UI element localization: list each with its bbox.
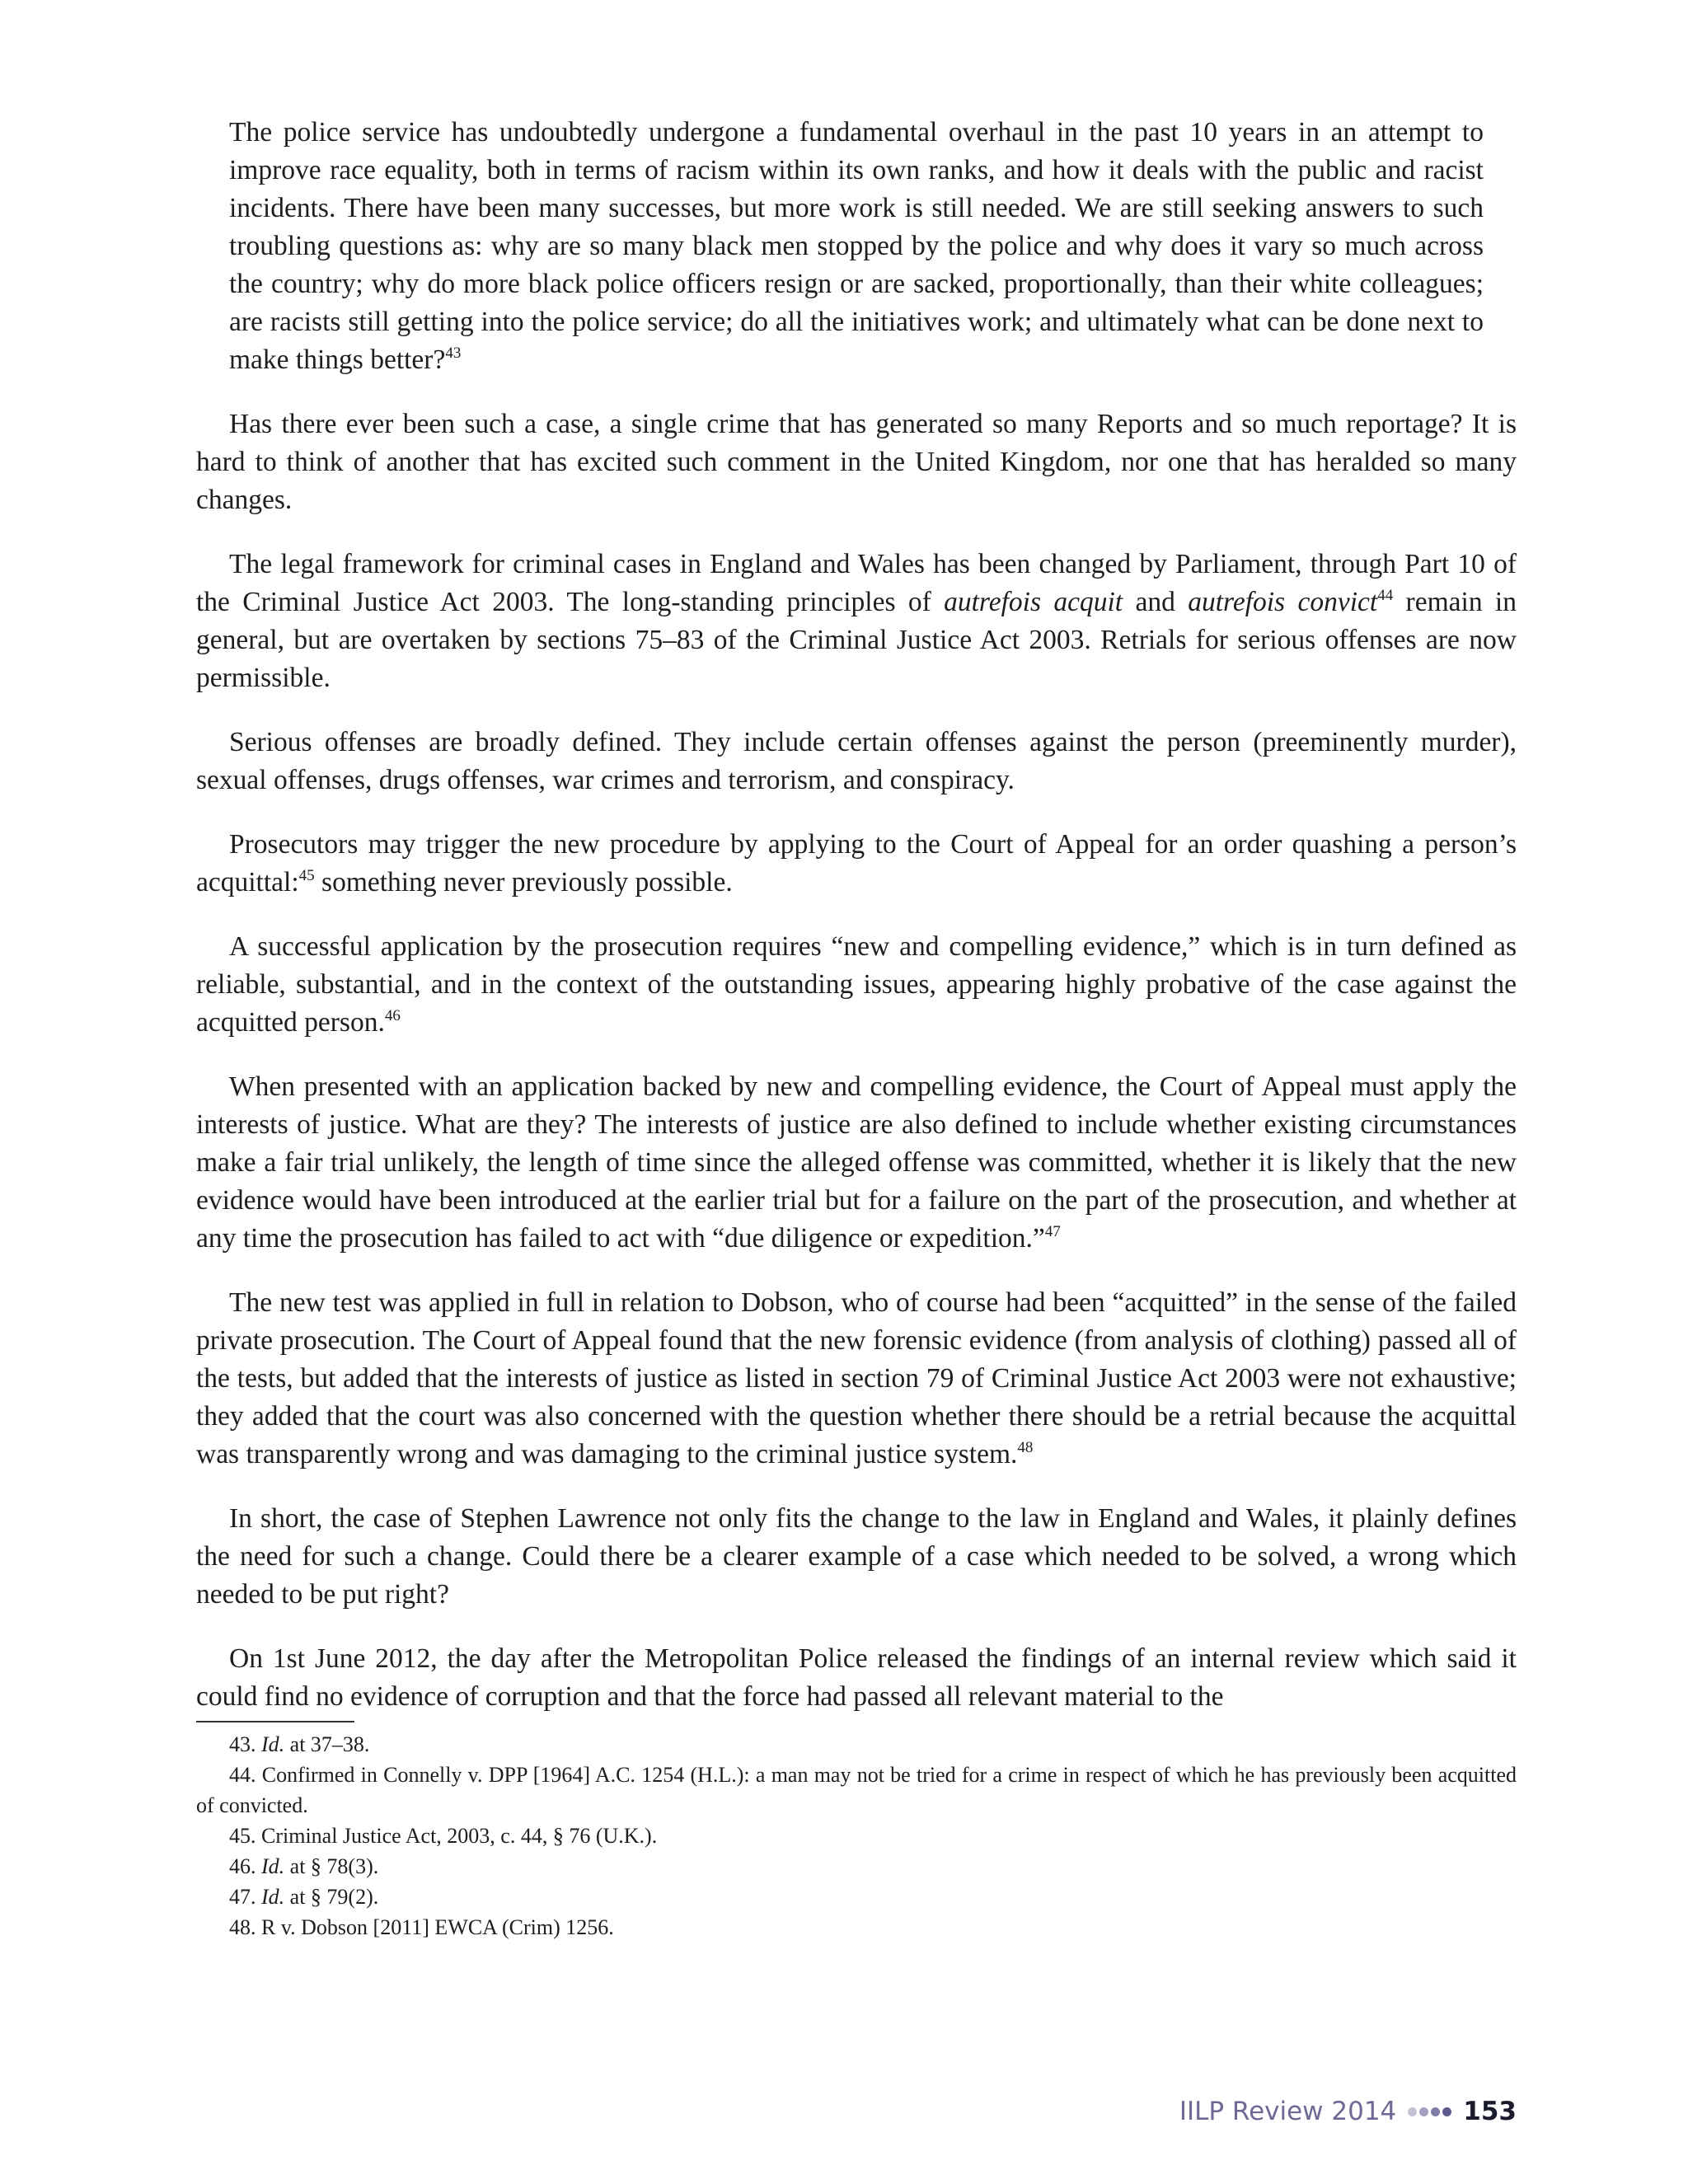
footnote-43-id: Id. xyxy=(261,1732,285,1756)
paragraph-6 xyxy=(196,1068,1517,1258)
paragraph-8: In short, the case of Stephen Lawrence not only fits the change to the law in England and Wales, it plainly defines the need for such a change. Could there be a clearer example of a case which needed to be solved, a wrong which needed to be put right? xyxy=(196,1503,1517,1610)
page-number: 153 xyxy=(1463,2097,1517,2126)
footnote-ref-44[interactable]: 44 xyxy=(1377,587,1394,604)
paragraph-2-text-a: The legal framework for criminal cases in England and Wales has been changed by Parliament, through Part 10 of the Criminal Justice Act 2003. The long-standing principles of xyxy=(196,549,1517,617)
footnote-ref-48[interactable]: 48 xyxy=(1017,1439,1034,1456)
footnote-47-text: at § 79(2). xyxy=(284,1885,379,1909)
footnote-47 xyxy=(196,1882,1517,1912)
footnote-47-number: 47. xyxy=(229,1885,256,1909)
paragraph-7-text: The new test was applied in full in relation to Dobson, who of course had been “acquitted” in the sense of the failed private prosecution. The Court of Appeal found that the new forensic evidence (from analysis of clothing) passed all of the tests, but added that the interests of justice as listed in section 79 of Criminal Justice Act 2003 were not exhaustive; they added that the court was also concerned with the question whether there should be a retrial because the acquittal was transparently wrong and was damaging to the criminal justice system. xyxy=(196,1287,1517,1469)
paragraph-5 xyxy=(196,928,1517,1042)
footnote-46 xyxy=(196,1851,1517,1882)
footnote-46-text: at § 78(3). xyxy=(284,1854,379,1878)
paragraph-4 xyxy=(196,826,1517,902)
footnote-46-id: Id. xyxy=(261,1854,285,1878)
footnote-43 xyxy=(196,1729,1517,1760)
footer-dot-3 xyxy=(1431,2107,1440,2116)
footnote-47-id: Id. xyxy=(261,1885,285,1909)
footnote-45: 45. Criminal Justice Act, 2003, c. 44, § 76 (U.K.). xyxy=(229,1824,658,1848)
footer-dot-2 xyxy=(1419,2107,1428,2116)
footnote-ref-46[interactable]: 46 xyxy=(384,1007,401,1024)
footnote-divider xyxy=(196,1721,354,1722)
paragraph-7 xyxy=(196,1284,1517,1474)
footnote-48: 48. R v. Dobson [2011] EWCA (Crim) 1256. xyxy=(229,1915,614,1939)
footnote-43-text: at 37–38. xyxy=(284,1732,370,1756)
paragraph-2-text-b: and xyxy=(1123,587,1189,617)
paragraph-6-text: When presented with an application backed by new and compelling evidence, the Court of Appeal must apply the interests of justice. What are they? The interests of justice are also defined to include whether existing circumstances make a fair trial unlikely, the length of time since the alleged offense was committed, whether it is likely that the new evidence would have been introduced at the earlier trial but for a failure on the part of the prosecution, and whether at any time the prosecution has failed to act with “due diligence or expedition.” xyxy=(196,1071,1517,1254)
quote-text: The police service has undoubtedly undergone a fundamental overhaul in the past 10 years in an attempt to improve race equality, both in terms of racism within its own ranks, and how it deals with the public and racist incidents. There have been many successes, but more work is still needed. We are still seeking answers to such troubling questions as: why are so many black men stopped by the police and why does it vary so much across the country; why do more black police officers resign or are sacked, proportionally, than their white colleagues; are racists still getting into the police service; do all the initiatives work; and ultimately what can be done next to make things better? xyxy=(229,117,1484,375)
page-content xyxy=(196,114,1517,1943)
footnote-44: 44. Confirmed in Connelly v. DPP [1964] A.C. 1254 (H.L.): a man may not be tried for a crime in respect of which he has previously been acquitted of convicted. xyxy=(196,1763,1517,1817)
footer-dot-4 xyxy=(1442,2107,1451,2116)
footer-dot-1 xyxy=(1408,2107,1417,2116)
footnote-46-number: 46. xyxy=(229,1854,256,1878)
paragraph-9: On 1st June 2012, the day after the Metropolitan Police released the findings of an internal review which said it could find no evidence of corruption and that the force had passed all relevant material to the xyxy=(196,1643,1517,1712)
paragraph-4-text-a: Prosecutors may trigger the new procedure by applying to the Court of Appeal for an order quashing a person’s acquittal: xyxy=(196,829,1517,898)
paragraph-2-text-c: remain in general, but are overtaken by sections 75–83 of the Criminal Justice Act 2003. Retrials for serious offenses are now permissible. xyxy=(196,587,1517,693)
footnote-ref-43[interactable]: 43 xyxy=(445,344,462,362)
block-quote xyxy=(229,114,1484,379)
footnote-ref-47[interactable]: 47 xyxy=(1044,1223,1061,1240)
footnotes xyxy=(196,1729,1517,1943)
term-autrefois-acquit: autrefois acquit xyxy=(944,587,1123,617)
journal-title: IILP Review 2014 xyxy=(1179,2097,1397,2126)
paragraph-3: Serious offenses are broadly defined. They include certain offenses against the person (preeminently murder), sexual offenses, drugs offenses, war crimes and terrorism, and conspiracy. xyxy=(196,727,1517,795)
page-footer xyxy=(1179,2093,1517,2130)
paragraph-5-text: A successful application by the prosecution requires “new and compelling evidence,” which is in turn defined as reliable, substantial, and in the context of the outstanding issues, appearing highly probative of the case against the acquitted person. xyxy=(196,931,1517,1038)
paragraph-1: Has there ever been such a case, a single crime that has generated so many Reports and so much reportage? It is hard to think of another that has excited such comment in the United Kingdom, nor one that has heralded so many changes. xyxy=(196,409,1517,515)
footer-dots xyxy=(1408,2107,1451,2116)
paragraph-2 xyxy=(196,546,1517,697)
footnote-ref-45[interactable]: 45 xyxy=(298,867,315,884)
footnote-43-number: 43. xyxy=(229,1732,256,1756)
paragraph-4-text-b: something never previously possible. xyxy=(314,867,733,898)
term-autrefois-convict: autrefois convict xyxy=(1188,587,1378,617)
